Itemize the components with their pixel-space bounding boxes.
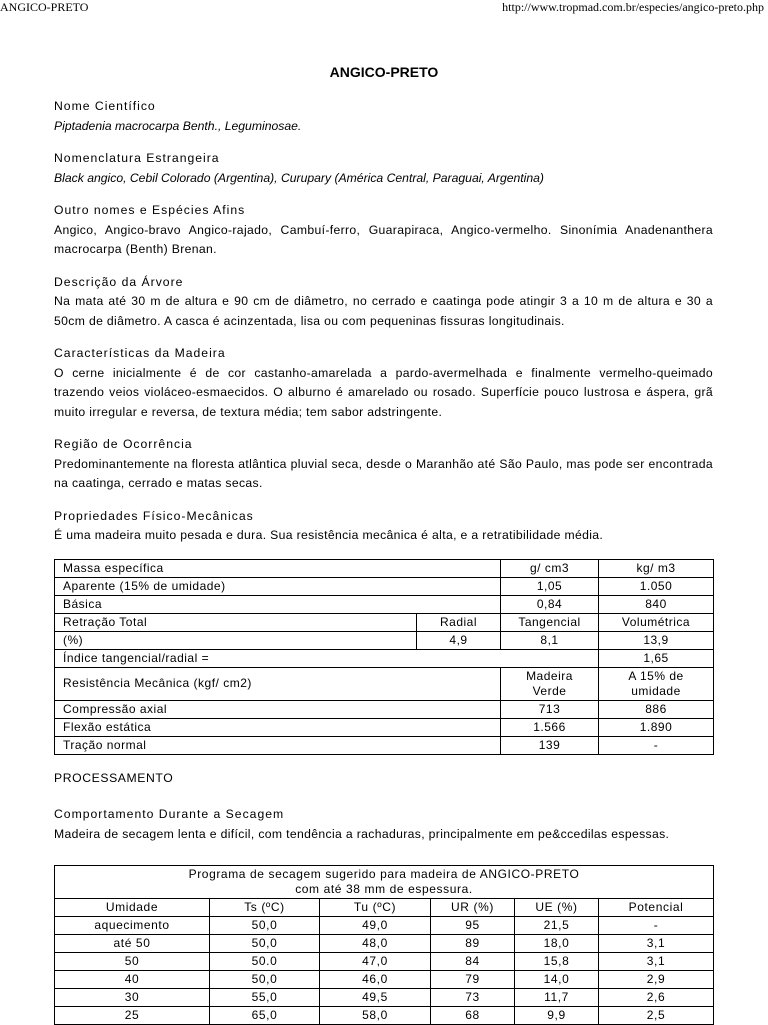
- table-cell: Básica: [55, 595, 501, 613]
- section-text: Piptadenia macrocarpa Benth., Leguminosae.: [54, 118, 302, 133]
- table-cell: 79: [431, 971, 515, 989]
- table-cell: 139: [501, 736, 599, 754]
- section-caracteristicas-madeira: [54, 344, 713, 422]
- section-nome-cientifico: [54, 97, 713, 136]
- section-heading: Nomenclatura Estrangeira: [54, 151, 220, 165]
- table-cell: Tangencial: [501, 613, 599, 631]
- table-row: [55, 577, 714, 595]
- table-cell: Retração Total: [55, 613, 417, 631]
- table-cell: 1,65: [599, 649, 714, 667]
- table-row: [55, 736, 714, 754]
- section-propriedades: [54, 507, 713, 546]
- table-cell: kg/ m3: [599, 559, 714, 577]
- table-cell: 14,0: [515, 971, 599, 989]
- processamento-title: PROCESSAMENTO: [54, 770, 174, 785]
- table-cell: -: [599, 736, 714, 754]
- section-outros-nomes: [54, 201, 713, 260]
- drying-schedule-table: [54, 865, 714, 1025]
- table-cell: 50: [55, 953, 210, 971]
- section-text: Na mata até 30 m de altura e 90 cm de diâmetro, no cerrado e caatinga pode atingir 3 a 10 m de altura e 30 a 50cm de diâmetro. A casca é acinzentada, lisa ou com pequeninas fissuras longitudinais.: [54, 294, 713, 328]
- table-cell: 73: [431, 989, 515, 1007]
- table-row: [55, 971, 714, 989]
- table-cell: -: [599, 917, 714, 935]
- column-header: Tu (ºC): [320, 899, 431, 917]
- table-cell: 1,05: [501, 577, 599, 595]
- table-cell: 886: [599, 700, 714, 718]
- section-regiao-ocorrencia: [54, 435, 713, 494]
- table-cell: Volumétrica: [599, 613, 714, 631]
- document-body: [54, 97, 713, 1025]
- table-row: [55, 595, 714, 613]
- table-cell: Madeira Verde: [501, 667, 599, 700]
- section-text: É uma madeira muito pesada e dura. Sua resistência mecânica é alta, e a retratibilidade média.: [54, 528, 604, 542]
- table-row: [55, 631, 714, 649]
- table-header-row: [55, 899, 714, 917]
- table-cell: 58,0: [320, 1007, 431, 1025]
- section-heading: Região de Ocorrência: [54, 437, 193, 451]
- table-cell: Compressão axial: [55, 700, 501, 718]
- table-cell: Massa específica: [55, 559, 501, 577]
- table-caption-line: Programa de secagem sugerido para madeira de ANGICO-PRETO: [188, 867, 580, 881]
- table-cell: aquecimento: [55, 917, 210, 935]
- table-cell: 50,0: [210, 971, 320, 989]
- section-heading: Outro nomes e Espécies Afins: [54, 203, 246, 217]
- table-row: [55, 718, 714, 736]
- table-cell: 50.0: [210, 953, 320, 971]
- table-cell: 65,0: [210, 1007, 320, 1025]
- table-cell: 8,1: [501, 631, 599, 649]
- section-heading: Descrição da Árvore: [54, 274, 184, 289]
- table-cell: 4,9: [417, 631, 501, 649]
- table-cell: 89: [431, 935, 515, 953]
- table-cell: 1.566: [501, 718, 599, 736]
- section-heading: Comportamento Durante a Secagem: [54, 807, 285, 821]
- table-row: [55, 667, 714, 700]
- table-row: [55, 989, 714, 1007]
- table-cell: Resistência Mecânica (kgf/ cm2): [55, 667, 501, 700]
- table-row: [55, 559, 714, 577]
- table-row: [55, 953, 714, 971]
- table-cell: Aparente (15% de umidade): [55, 577, 501, 595]
- header-page-name: ANGICO-PRETO: [0, 0, 89, 14]
- properties-table: [54, 559, 714, 755]
- section-heading: Características da Madeira: [54, 346, 226, 360]
- table-cell: 0,84: [501, 595, 599, 613]
- table-cell: 49,5: [320, 989, 431, 1007]
- table-caption-line: com até 38 mm de espessura.: [295, 882, 473, 896]
- table-cell: 47,0: [320, 953, 431, 971]
- section-nomenclatura-estrangeira: [54, 149, 713, 188]
- section-text: Angico, Angico-bravo Angico-rajado, Cambuí-ferro, Guarapiraca, Angico-vermelho. Sinonímia Anadenanthera macrocarpa (Benth) Brenan.: [54, 222, 713, 256]
- table-cell: 9,9: [515, 1007, 599, 1025]
- section-text: Predominantemente na floresta atlântica pluvial seca, desde o Maranhão até São Paulo, mas pode ser encontrada na caatinga, cerrado e matas secas.: [54, 456, 713, 490]
- table-cell: Radial: [417, 613, 501, 631]
- table-cell: 48,0: [320, 935, 431, 953]
- table-cell: até 50: [55, 935, 210, 953]
- table-row: [55, 935, 714, 953]
- table-cell: 49,0: [320, 917, 431, 935]
- column-header: UE (%): [515, 899, 599, 917]
- table-cell: 3,1: [599, 935, 714, 953]
- table-cell: Índice tangencial/radial =: [55, 649, 599, 667]
- page-title: ANGICO-PRETO: [329, 64, 439, 80]
- table-cell: 3,1: [599, 953, 714, 971]
- table-cell: 95: [431, 917, 515, 935]
- table-row: [55, 700, 714, 718]
- section-heading: Propriedades Físico-Mecânicas: [54, 508, 254, 523]
- table-cell: A 15% de umidade: [599, 667, 714, 700]
- section-text: Madeira de secagem lenta e difícil, com tendência a rachaduras, principalmente em pe&ccedilas espessas.: [54, 826, 670, 841]
- table-caption-row: [55, 866, 714, 899]
- section-text: O cerne inicialmente é de cor castanho-amarelada a pardo-avermelhada e finalmente vermelho-queimado trazendo veios violáceo-esmaecidos. O alburno é amarelado ou rosado. Superfície pouco lustrosa e áspera, grã muito irregular e reversa, de textura média; tem sabor adstringente.: [54, 365, 713, 419]
- table-cell: 2,6: [599, 989, 714, 1007]
- column-header: UR (%): [431, 899, 515, 917]
- header-url: http://www.tropmad.com.br/especies/angico-preto.php: [502, 0, 764, 14]
- table-cell: 68: [431, 1007, 515, 1025]
- table-cell: 50,0: [210, 935, 320, 953]
- table-cell: 13,9: [599, 631, 714, 649]
- section-heading: Nome Científico: [54, 99, 156, 113]
- table-row: [55, 917, 714, 935]
- table-cell: 15,8: [515, 953, 599, 971]
- table-row: [55, 1007, 714, 1025]
- table-row: [55, 613, 714, 631]
- table-cell: 25: [55, 1007, 210, 1025]
- table-cell: Tração normal: [55, 736, 501, 754]
- table-cell: g/ cm3: [501, 559, 599, 577]
- table-cell: (%): [55, 631, 417, 649]
- table-cell: 1.050: [599, 577, 714, 595]
- section-descricao-arvore: [54, 273, 713, 332]
- column-header: Potencial: [599, 899, 714, 917]
- table-cell: 84: [431, 953, 515, 971]
- section-text: Black angico, Cebil Colorado (Argentina), Curupary (América Central, Paraguai, Argentina): [54, 170, 544, 185]
- table-cell: 713: [501, 700, 599, 718]
- table-cell: 30: [55, 989, 210, 1007]
- table-cell: 840: [599, 595, 714, 613]
- table-caption: [55, 866, 714, 899]
- table-row: [55, 649, 714, 667]
- table-cell: 2,5: [599, 1007, 714, 1025]
- table-cell: 50,0: [210, 917, 320, 935]
- table-cell: 2,9: [599, 971, 714, 989]
- table-cell: 40: [55, 971, 210, 989]
- column-header: Umidade: [55, 899, 210, 917]
- table-cell: 1.890: [599, 718, 714, 736]
- column-header: Ts (ºC): [210, 899, 320, 917]
- table-cell: 21,5: [515, 917, 599, 935]
- table-cell: 55,0: [210, 989, 320, 1007]
- table-cell: 46,0: [320, 971, 431, 989]
- table-cell: 11,7: [515, 989, 599, 1007]
- table-cell: 18,0: [515, 935, 599, 953]
- section-secagem: [54, 805, 713, 844]
- table-cell: Flexão estática: [55, 718, 501, 736]
